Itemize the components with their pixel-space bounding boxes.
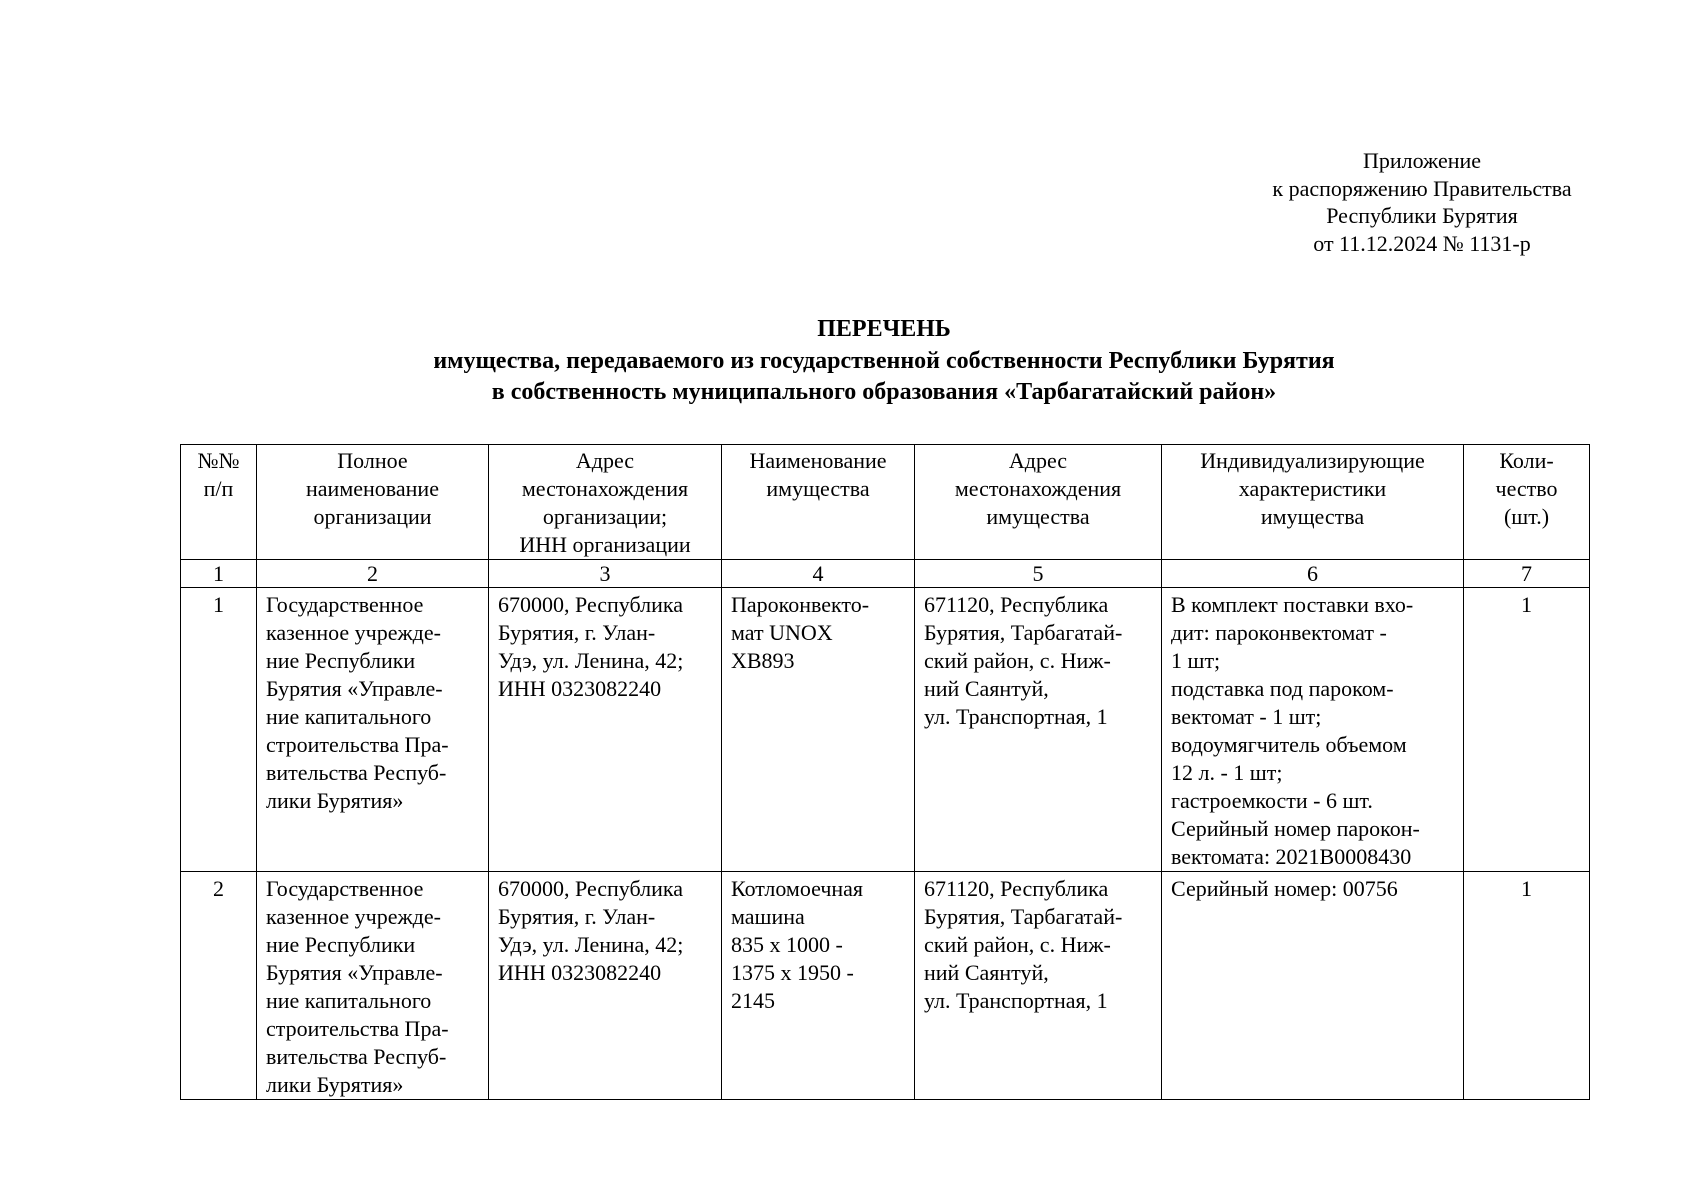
cell-text-line: вектомат - 1 шт;	[1171, 704, 1322, 729]
cell-text-line: Наименование	[749, 448, 887, 473]
cell-text-line: 1 шт;	[1171, 648, 1221, 673]
organization-address-cell	[489, 872, 722, 1100]
header-cell	[915, 445, 1162, 560]
quantity-cell	[1464, 872, 1590, 1100]
cell-text-line: вектомата: 2021B0008430	[1171, 844, 1412, 869]
cell-text-line: строительства Пра-	[266, 732, 449, 757]
cell-text-line: лики Бурятия»	[266, 788, 404, 813]
annex-line-4: от 11.12.2024 № 1131-р	[1313, 230, 1531, 256]
column-number-row	[181, 560, 1590, 588]
cell-text-line: 670000, Республика	[498, 592, 684, 617]
column-number: 4	[722, 560, 915, 588]
cell-text-line: 835 x 1000 -	[731, 932, 843, 957]
cell-text-line: 671120, Республика	[924, 592, 1109, 617]
cell-text-line: дит: пароконвектомат -	[1171, 620, 1387, 645]
cell-text-line: Бурятия, г. Улан-	[498, 904, 656, 929]
cell-text-line: Котломоечная	[731, 876, 864, 901]
cell-text-line: Государственное	[266, 592, 424, 617]
cell-text-line: наименование	[306, 476, 439, 501]
cell-text-line: ул. Транспортная, 1	[924, 988, 1108, 1013]
cell-text-line: имущества	[766, 476, 870, 501]
cell-text-line: машина	[731, 904, 805, 929]
header-cell	[1464, 445, 1590, 560]
cell-text-line: чество	[1495, 476, 1558, 501]
cell-text-line: вительства Респуб-	[266, 1044, 447, 1069]
property-characteristics-cell	[1162, 588, 1464, 872]
annex-line-3: Республики Бурятия	[1326, 203, 1518, 228]
cell-text-line: ИНН организации	[519, 532, 691, 557]
cell-text-line: (шт.)	[1503, 504, 1550, 529]
header-cell	[489, 445, 722, 560]
cell-text-line: 1	[1521, 592, 1532, 617]
cell-text-line: Бурятия, Тарбагатай-	[924, 620, 1123, 645]
cell-text-line: Индивидуализирующие	[1200, 448, 1425, 473]
property-name-cell	[722, 588, 915, 872]
annex-line-2: к распоряжению Правительства	[1272, 175, 1572, 201]
organization-name-cell	[257, 872, 489, 1100]
table-row	[181, 872, 1590, 1100]
organization-name-cell	[257, 588, 489, 872]
cell-text-line: вительства Респуб-	[266, 760, 447, 785]
cell-text-line: характеристики	[1238, 476, 1387, 501]
cell-text-line: лики Бурятия»	[266, 1072, 404, 1097]
cell-text-line: Бурятия «Управле-	[266, 676, 443, 701]
cell-text-line: ул. Транспортная, 1	[924, 704, 1108, 729]
header-cell	[1162, 445, 1464, 560]
property-table	[180, 444, 1590, 1100]
cell-text-line: Коли-	[1499, 448, 1554, 473]
cell-text-line: Серийный номер парокон-	[1171, 816, 1420, 841]
column-number: 1	[181, 560, 257, 588]
cell-text-line: 12 л. - 1 шт;	[1171, 760, 1283, 785]
title-line-1: ПЕРЕЧЕНЬ	[817, 316, 951, 342]
cell-text-line: Государственное	[266, 876, 424, 901]
cell-text-line: 2	[213, 876, 224, 901]
cell-text-line: 671120, Республика	[924, 876, 1109, 901]
column-number: 2	[257, 560, 489, 588]
cell-text-line: №№	[197, 448, 240, 473]
column-number: 5	[915, 560, 1162, 588]
cell-text-line: казенное учрежде-	[266, 620, 441, 645]
cell-text-line: ние Республики	[266, 648, 416, 673]
property-address-cell	[915, 872, 1162, 1100]
cell-text-line: ние капитального	[266, 988, 432, 1013]
cell-text-line: ний Саянтуй,	[924, 676, 1049, 701]
cell-text-line: Серийный номер: 00756	[1171, 876, 1398, 901]
cell-text-line: п/п	[203, 476, 234, 501]
cell-text-line: XB893	[731, 648, 795, 673]
cell-text-line: ский район, с. Ниж-	[924, 648, 1111, 673]
cell-text-line: 1375 x 1950 -	[731, 960, 854, 985]
cell-text-line: ний Саянтуй,	[924, 960, 1049, 985]
cell-text-line: имущества	[986, 504, 1090, 529]
cell-text-line: строительства Пра-	[266, 1016, 449, 1041]
cell-text-line: ние Республики	[266, 932, 416, 957]
cell-text-line: 2145	[731, 988, 775, 1013]
cell-text-line: мат UNOX	[731, 620, 833, 645]
cell-text-line: Адрес	[1008, 448, 1068, 473]
table-header-row	[181, 445, 1590, 560]
cell-text-line: казенное учрежде-	[266, 904, 441, 929]
title-line-2: имущества, передаваемого из государственной собственности Республики Бурятия	[433, 347, 1335, 374]
cell-text-line: Бурятия, г. Улан-	[498, 620, 656, 645]
cell-text-line: Полное	[337, 448, 408, 473]
property-characteristics-cell	[1162, 872, 1464, 1100]
cell-text-line: Бурятия «Управле-	[266, 960, 443, 985]
cell-text-line: ИНН 0323082240	[498, 676, 662, 701]
organization-address-cell	[489, 588, 722, 872]
cell-text-line: ский район, с. Ниж-	[924, 932, 1111, 957]
cell-text-line: 670000, Республика	[498, 876, 684, 901]
header-cell	[181, 445, 257, 560]
cell-text-line: В комплект поставки вхо-	[1171, 592, 1414, 617]
column-number: 7	[1464, 560, 1590, 588]
cell-text-line: ние капитального	[266, 704, 432, 729]
header-cell	[257, 445, 489, 560]
cell-text-line: имущества	[1260, 504, 1365, 529]
column-number: 6	[1162, 560, 1464, 588]
property-address-cell	[915, 588, 1162, 872]
header-cell	[722, 445, 915, 560]
row-number-cell	[181, 588, 257, 872]
cell-text-line: Адрес	[575, 448, 635, 473]
title-line-3: в собственность муниципального образования «Тарбагатайский район»	[491, 379, 1277, 405]
annex-line-1: Приложение	[1362, 148, 1482, 173]
cell-text-line: подставка под пароком-	[1171, 676, 1394, 701]
annex-block	[1222, 147, 1622, 257]
cell-text-line: местонахождения	[521, 476, 689, 501]
document-title	[0, 314, 1698, 409]
cell-text-line: водоумягчитель объемом	[1171, 732, 1407, 757]
cell-text-line: организации;	[542, 504, 668, 529]
cell-text-line: Удэ, ул. Ленина, 42;	[498, 932, 684, 957]
cell-text-line: Бурятия, Тарбагатай-	[924, 904, 1123, 929]
quantity-cell	[1464, 588, 1590, 872]
column-number: 3	[489, 560, 722, 588]
property-name-cell	[722, 872, 915, 1100]
cell-text-line: местонахождения	[954, 476, 1122, 501]
cell-text-line: Пароконвекто-	[731, 592, 870, 617]
row-number-cell	[181, 872, 257, 1100]
cell-text-line: Удэ, ул. Ленина, 42;	[498, 648, 684, 673]
cell-text-line: 1	[1521, 876, 1532, 901]
cell-text-line: организации	[313, 504, 432, 529]
table-row	[181, 588, 1590, 872]
cell-text-line: 1	[213, 592, 224, 617]
cell-text-line: ИНН 0323082240	[498, 960, 662, 985]
cell-text-line: гастроемкости - 6 шт.	[1171, 788, 1373, 813]
